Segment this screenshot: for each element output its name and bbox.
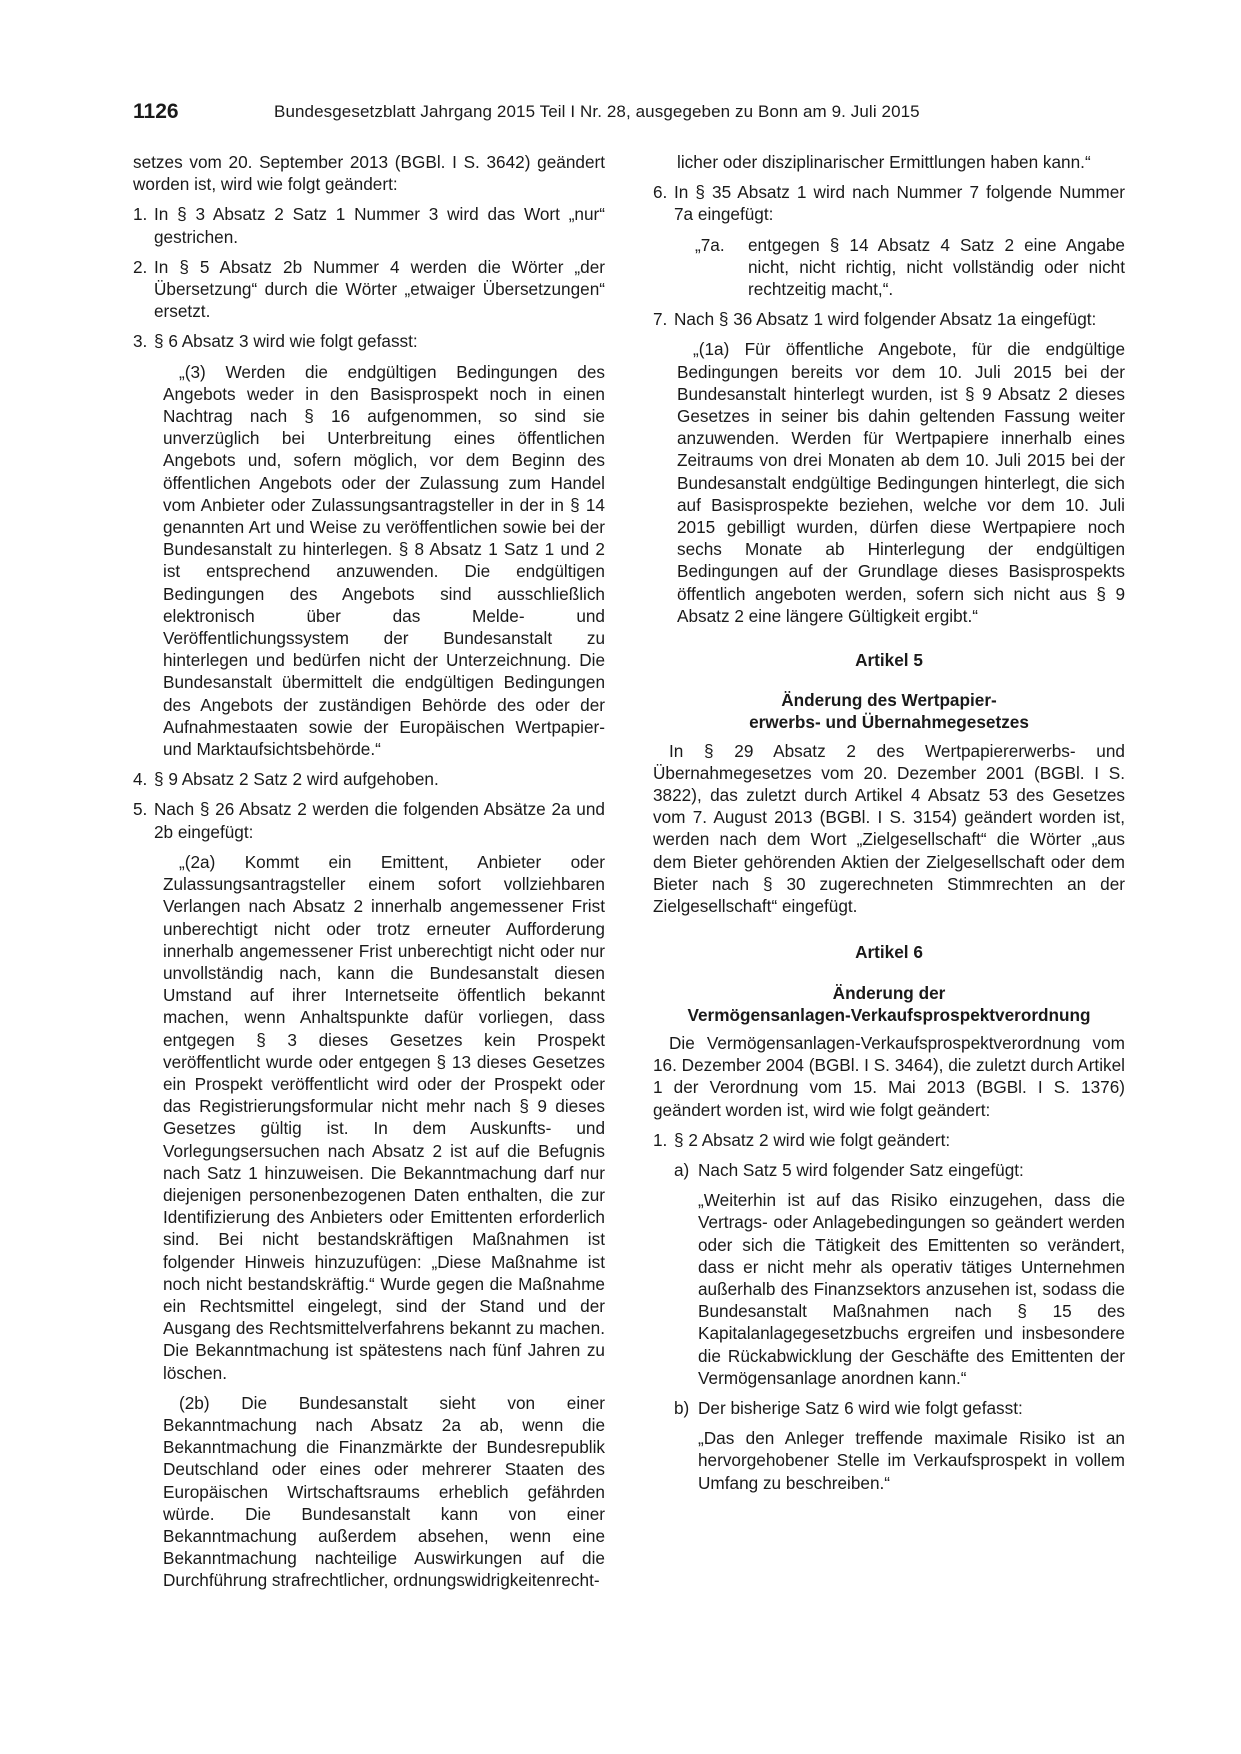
quoted-paragraph-1a: „(1a) Für öffentliche Angebote, für die endgültige Bedingungen bereits vor dem 10. Juli 2015 bei der Bundesanstalt hinterlegt wurden, ist § 9 Absatz 2 dieses Gesetzes in seiner bis dahin geltenden Fassung weiter anzuwenden. Werden für Wertpapiere innerhalb eines Zeitraums von drei Monaten ab dem 10. Juli 2015 bei der Bundesanstalt endgültige Bedingungen hinterlegt, die sich auf Basisprospekte beziehen, welche vor dem 10. Juli 2015 gebilligt wurden, dürfen diese Wertpapiere noch sechs Monate ab Hinterlegung der endgültigen Bedingungen auf der Grundlage dieses Basisprospekts öffentlich angeboten werden, sofern sich nicht aus § 9 Absatz 2 eine längere Gültigkeit ergibt.“ — [677, 339, 1125, 626]
item-number: 2. — [133, 256, 148, 277]
article-5-text: In § 29 Absatz 2 des Wertpapiererwerbs- und Übernahmegesetzes vom 20. Dezember 2001 (BGBl. I S. 3822), das zuletzt durch Artikel 4 Absatz 53 des Gesetzes vom 7. August 2013 (BGBl. I S. 3154) geändert worden ist, werden nach dem Wort „Zielgesellschaft“ die Wörter „aus dem Bieter gehörenden Aktien der Zielgesellschaft oder dem Bieter nach § 30 zugerechneten Stimmrechten an der Zielgesellschaft“ eingefügt. — [653, 740, 1125, 917]
item-text: § 2 Absatz 2 wird wie folgt geändert: — [674, 1129, 951, 1150]
quoted-paragraph-3: „(3) Werden die endgültigen Bedingungen des Angebots weder in den Basisprospekt noch in einen Nachtrag nach § 16 aufgenommen, so sind sie unverzüglich bei Unterbreitung eines öffentlichen Angebots und, sofern möglich, vor dem Beginn des öffentlichen Angebots oder der Zulassung zum Handel vom Anbieter oder Zulassungsantragsteller in der in § 14 genannten Art und Weise zu veröffentlichen sowie bei der Bundesanstalt zu hinterlegen. § 8 Absatz 1 Satz 1 und 2 ist entsprechend anzuwenden. Die endgültigen Bedingungen des Angebots sind ausschließlich elektronisch über das Melde- und Veröffentlichungssystem der Bundesanstalt zu hinterlegen und bedürfen nicht der Unterzeichnung. Die Bundesanstalt übermittelt die endgültigen Bedingungen des Angebots der zuständigen Behörde des oder der Aufnahmestaaten sowie der Europäischen Wertpapier- und Marktaufsichtsbehörde.“ — [163, 361, 605, 760]
sub-item-text: Der bisherige Satz 6 wird wie folgt gefasst: — [698, 1397, 1023, 1418]
sub-item-b — [674, 1397, 1125, 1419]
article-6-title-line-2: Vermögensanlagen-Verkaufsprospektverordnung — [687, 1004, 1091, 1025]
list-item-5 — [133, 798, 605, 842]
article-6-heading: Artikel 6 — [855, 942, 923, 963]
item-text: Nach § 26 Absatz 2 werden die folgenden Absätze 2a und 2b eingefügt: — [154, 799, 605, 842]
sub-item-b-quote: „Das den Anleger treffende maximale Risiko ist an hervorgehobener Stelle im Verkaufsprospekt in vollem Umfang zu beschreiben.“ — [698, 1428, 1125, 1493]
sub-item-text: Nach Satz 5 wird folgender Satz eingefügt: — [698, 1159, 1024, 1180]
item-number: 6. — [653, 182, 668, 203]
running-title: Bundesgesetzblatt Jahrgang 2015 Teil I Nr. 28, ausgegeben zu Bonn am 9. Juli 2015 — [274, 102, 920, 121]
item-text: In § 3 Absatz 2 Satz 1 Nummer 3 wird das Wort „nur“ gestrichen. — [154, 204, 605, 247]
list-item-4 — [133, 768, 605, 790]
quoted-paragraph-2a: „(2a) Kommt ein Emittent, Anbieter oder Zulassungsantragsteller einem sofort vollziehbaren Verlangen nach Absatz 2 innerhalb angemessener Frist unberechtigt nicht oder trotz erneuter Aufforderung innerhalb angemessener Frist unberechtigt nicht oder nur unvollständig nach, kann die Bundesanstalt diesen Umstand auf ihrer Internetseite öffentlich bekannt machen, wenn Anhaltspunkte dafür vorliegen, dass entgegen § 3 dieses Gesetzes kein Prospekt veröffentlicht wurde oder entgegen § 13 dieses Gesetzes ein Prospekt veröffentlicht wird oder der Prospekt oder das Registrierungsformular nicht mehr nach § 9 dieses Gesetzes gültig ist. In dem Auskunfts- und Vorlegungsersuchen nach Absatz 2 ist auf die Befugnis nach Satz 1 hinzuweisen. Die Bekanntmachung darf nur diejenigen personenbezogenen Daten enthalten, die zur Identifizierung des Anbieters oder Emittenten erforderlich sind. Bei nicht bestandskräftigen Maßnahmen ist folgender Hinweis hinzuzufügen: „Diese Maßnahme ist noch nicht bestandskräftig.“ Wurde gegen die Maßnahme ein Rechtsmittel eingelegt, sind der Stand und der Ausgang des Rechtsmittelverfahrens bekannt zu machen. Die Bekanntmachung ist spätestens nach fünf Jahren zu löschen. — [163, 851, 605, 1383]
sub-item-letter: a) — [674, 1159, 690, 1180]
item-number: 5. — [133, 799, 148, 820]
quoted-number-7a — [695, 234, 1125, 301]
item-number: 3. — [133, 331, 148, 352]
sub-item-a — [674, 1159, 1125, 1181]
list-item-3 — [133, 330, 605, 352]
sub-item-letter: b) — [674, 1397, 690, 1418]
left-column — [133, 151, 605, 1600]
item-number: 1. — [653, 1129, 668, 1150]
article-5-title-line-1: Änderung des Wertpapier- — [781, 690, 997, 711]
item-number: 1. — [133, 204, 148, 225]
item-number: 7. — [653, 309, 668, 330]
intro-paragraph: setzes vom 20. September 2013 (BGBl. I S. 3642) geändert worden ist, wird wie folgt geändert: — [133, 152, 605, 195]
quoted-paragraph-2b: (2b) Die Bundesanstalt sieht von einer Bekanntmachung nach Absatz 2a ab, wenn die Bekanntmachung die Finanzmärkte der Bundesrepublik Deutschland oder eines oder mehrerer Staaten des Europäischen Wirtschaftsraums erheblich gefährden würde. Die Bundesanstalt kann von einer Bekanntmachung außerdem absehen, wenn eine Bekanntmachung nachteilige Auswirkungen auf die Durchführung strafrechtlicher, ordnungswidrigkeitenrecht- — [163, 1392, 605, 1591]
page-header — [133, 100, 1113, 130]
article-5-title-line-2: erwerbs- und Übernahmegesetzes — [749, 712, 1029, 733]
article-5-heading: Artikel 5 — [855, 650, 923, 671]
quote-number: „7a. — [695, 234, 725, 255]
item-text: § 9 Absatz 2 Satz 2 wird aufgehoben. — [154, 769, 439, 790]
list-item-6 — [653, 181, 1125, 225]
right-column — [653, 151, 1125, 1502]
article-6-list-item-1 — [653, 1129, 1125, 1151]
sub-item-a-quote: „Weiterhin ist auf das Risiko einzugehen, dass die Vertrags- oder Anlagebedingungen so geändert werden oder sich die Tätigkeit des Emittenten so verändert, dass er nicht mehr als operativ tätiges Unternehmen außerhalb des Finanzsektors anzusehen ist, sodass die Bundesanstalt Maßnahmen nach § 15 des Kapitalanlagegesetzbuchs ergreifen und insbesondere die Rückabwicklung der Geschäfte des Emittenten der Vermögensanlage anordnen kann.“ — [698, 1190, 1125, 1388]
item-text: In § 35 Absatz 1 wird nach Nummer 7 folgende Nummer 7a eingefügt: — [674, 182, 1125, 225]
list-item-7 — [653, 308, 1125, 330]
article-6-text: Die Vermögensanlagen-Verkaufsprospektverordnung vom 16. Dezember 2004 (BGBl. I S. 3464), die zuletzt durch Artikel 1 der Verordnung vom 15. Mai 2013 (BGBl. I S. 1376) geändert worden ist, wird wie folgt geändert: — [653, 1032, 1125, 1120]
page-number: 1126 — [133, 100, 179, 123]
item-number: 4. — [133, 769, 148, 790]
list-item-1 — [133, 203, 605, 247]
item-text: Nach § 36 Absatz 1 wird folgender Absatz 1a eingefügt: — [674, 309, 1097, 330]
item-text: § 6 Absatz 3 wird wie folgt gefasst: — [154, 331, 418, 352]
item-text: In § 5 Absatz 2b Nummer 4 werden die Wörter „der Übersetzung“ durch die Wörter „etwaiger Übersetzungen“ ersetzt. — [154, 256, 605, 322]
article-6-title-line-1: Änderung der — [832, 982, 946, 1003]
list-item-2 — [133, 256, 605, 323]
quote-text: entgegen § 14 Absatz 4 Satz 2 eine Angabe nicht, nicht richtig, nicht vollständig oder nicht rechtzeitig macht,“. — [748, 234, 1125, 300]
continued-paragraph: licher oder disziplinarischer Ermittlungen haben kann.“ — [677, 152, 1091, 172]
